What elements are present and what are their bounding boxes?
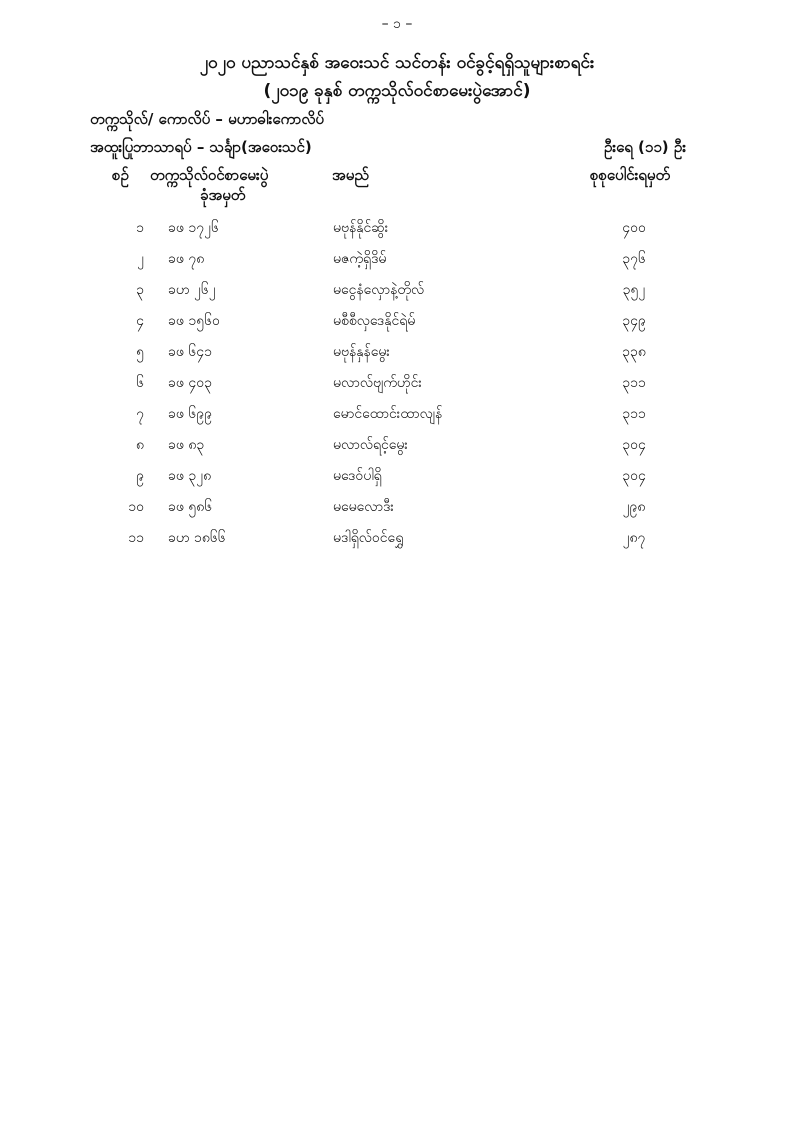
table-row [0,371,794,402]
table-row [0,247,794,278]
column-header-name: အမည် [332,166,369,184]
student-name: မမေလောဒီး [333,499,394,515]
total-marks: ၂၉၈ [622,499,646,515]
roll-number: ခဖ ၆၉၉ [168,406,212,422]
subject-line: အထူးပြုဘာသာရပ် – သင်္ချာ(အဝေးသင်) [90,138,312,156]
student-name: မဇကဲ့ရှိဒိမ် [333,251,387,267]
table-row [0,340,794,371]
results-table [0,216,794,557]
table-row [0,309,794,340]
row-number: ၉ [136,468,144,484]
total-marks: ၄၀၀ [622,220,646,236]
roll-number: ခဟ ၁၈၆၆ [168,530,226,546]
student-name: မဗုန်နိုင်ဆွိး [333,220,389,236]
row-number: ၆ [136,375,144,391]
row-number: ၁၀ [128,499,144,515]
table-row [0,526,794,557]
roll-number: ခဖ ၈၃ [168,437,205,453]
roll-number: ခဖ ၅၈၆ [168,499,213,515]
student-name: မဒေဝ်ပါရှိ [333,468,382,484]
total-marks: ၃၁၁ [622,406,646,422]
column-header-roll-line2: ခုံအမှတ် [200,186,246,204]
row-number: ၂ [137,251,144,267]
row-number: ၁၁ [128,530,144,546]
student-name: မလာလ်ရင့်မွေး [333,437,408,453]
total-marks: ၃၀၄ [622,468,646,484]
table-row [0,402,794,433]
roll-number: ခဖ ၄၀၃ [168,375,212,391]
table-row [0,433,794,464]
student-name: မဒါရှိလ်ဝင်ရွှေ [333,530,404,546]
document-subtitle: (၂၀၁၉ ခုနှစ် တက္ကသိုလ်ဝင်စာမေးပွဲအောင်) [263,81,531,101]
page-number: – ၁ – [381,16,413,32]
row-number: ၇ [136,406,144,422]
document-title: ၂၀၂၀ ပညာသင်နှစ် အဝေးသင် သင်တန်း ဝင်ခွင့်ရရှိသူများစာရင်း [199,53,595,73]
student-name: မငွေနံလှောနဲ့တိုလ် [333,282,425,298]
row-number: ၈ [136,437,144,453]
row-number: ၃ [136,282,144,298]
table-row [0,278,794,309]
roll-number: ခဟ ၂၆၂ [168,282,216,298]
row-number: ၁ [136,220,144,236]
column-header-roll: တက္ကသိုလ်ဝင်စာမေးပွဲ [150,166,269,184]
roll-number: ခဖ ၁၅၆၀ [168,313,220,329]
student-count: ဦးရေ (၁၁) ဦး [603,138,686,156]
table-row [0,216,794,247]
total-marks: ၃၇၆ [622,251,646,267]
table-row [0,495,794,526]
total-marks: ၂၈၇ [622,530,646,546]
total-marks: ၃၁၁ [622,375,646,391]
total-marks: ၃၄၉ [622,313,646,329]
roll-number: ခဖ ၇၈ [168,251,205,267]
column-header-marks: စုစုပေါင်းရမှတ် [590,166,671,184]
column-header-no: စဉ် [112,166,129,184]
student-name: မဗုန်နှန်မွေး [333,344,390,360]
row-number: ၅ [136,344,144,360]
total-marks: ၃၀၄ [622,437,646,453]
student-name: မစီစီလှဒေနိုင်ရဲမ် [333,313,416,329]
row-number: ၄ [136,313,144,329]
roll-number: ခဖ ၆၄၁ [168,344,212,360]
student-name: မလာလ်ဗျက်ဟိုင်း [333,375,422,391]
total-marks: ၃၃၈ [622,344,646,360]
student-name: မောင်ထောင်းထာလျန် [333,406,443,422]
roll-number: ခဖ ၁၇၂၆ [168,220,219,236]
roll-number: ခဖ ၃၂၈ [168,468,212,484]
table-row [0,464,794,495]
university-line: တက္ကသိုလ်/ ကောလိပ် – မဟာဓါးကောလိပ် [90,110,324,128]
total-marks: ၃၅၂ [622,282,646,298]
